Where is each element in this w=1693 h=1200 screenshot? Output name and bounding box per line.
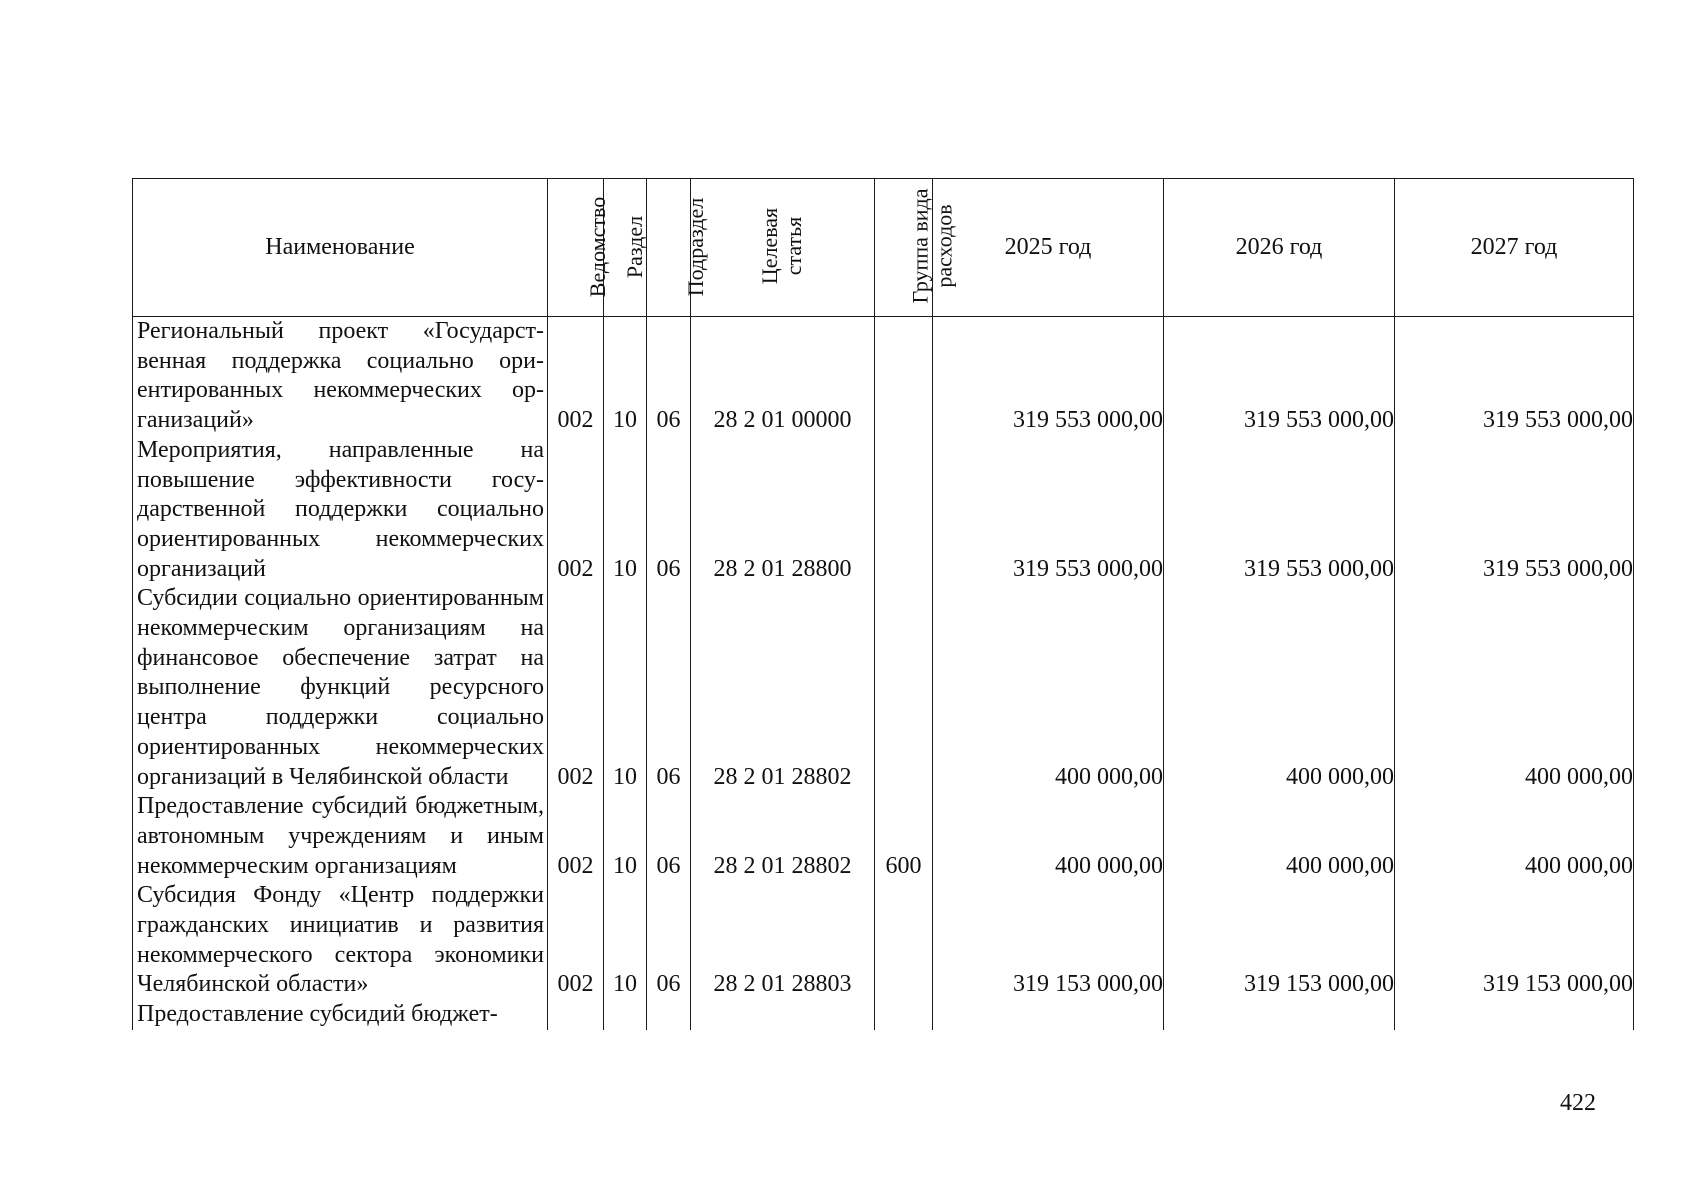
cell-section: 10 — [604, 881, 647, 1000]
table-header-row — [133, 179, 1634, 317]
cell-expense-group: 600 — [875, 792, 933, 881]
cell-2025: 319 553 000,00 — [933, 436, 1164, 585]
table-row — [133, 792, 1634, 881]
table-row — [133, 317, 1634, 436]
cell-2025 — [933, 1000, 1164, 1030]
header-name: Наименование — [133, 179, 548, 317]
cell-2026: 400 000,00 — [1164, 792, 1395, 881]
cell-2027: 319 153 000,00 — [1395, 881, 1634, 1000]
cell-expense-group — [875, 584, 933, 792]
cell-target-article: 28 2 01 28800 — [691, 436, 875, 585]
header-expense-group-line2: расходов — [931, 203, 957, 288]
cell-section: 10 — [604, 792, 647, 881]
cell-department: 002 — [548, 317, 604, 436]
cell-name: Предоставление субсидий бюджетным, автономным учреждениям и иным некоммерческим организациям — [133, 792, 548, 881]
header-subsection-label: Подраздел — [683, 197, 709, 296]
cell-department — [548, 1000, 604, 1030]
table-row — [133, 436, 1634, 585]
header-2026: 2026 год — [1164, 179, 1395, 317]
cell-2025: 319 553 000,00 — [933, 317, 1164, 436]
header-target-article-line2: статья — [781, 216, 807, 275]
cell-target-article: 28 2 01 28803 — [691, 881, 875, 1000]
cell-section: 10 — [604, 436, 647, 585]
cell-section: 10 — [604, 317, 647, 436]
cell-2027 — [1395, 1000, 1634, 1030]
cell-subsection: 06 — [647, 317, 691, 436]
cell-department: 002 — [548, 436, 604, 585]
cell-name: Субсидия Фонду «Центр поддержки гражданских инициатив и развития некоммерческого сектора экономики Челябинской области» — [133, 881, 548, 1000]
cell-2026 — [1164, 1000, 1395, 1030]
table-row — [133, 584, 1634, 792]
table-row — [133, 881, 1634, 1000]
cell-2025: 400 000,00 — [933, 792, 1164, 881]
cell-department: 002 — [548, 792, 604, 881]
cell-name: Предоставление субсидий бюджет- — [133, 1000, 548, 1030]
cell-subsection: 06 — [647, 584, 691, 792]
cell-target-article — [691, 1000, 875, 1030]
header-expense-group — [875, 179, 957, 317]
header-expense-group-line1: Группа вида — [907, 188, 933, 304]
cell-target-article: 28 2 01 00000 — [691, 317, 875, 436]
header-target-article-line1: Целевая — [757, 207, 783, 284]
header-department-label: Ведомство — [585, 196, 611, 297]
cell-department: 002 — [548, 881, 604, 1000]
cell-2027: 319 553 000,00 — [1395, 436, 1634, 585]
budget-table — [132, 178, 1634, 1030]
page-number: 422 — [1560, 1090, 1596, 1116]
cell-section — [604, 1000, 647, 1030]
cell-target-article: 28 2 01 28802 — [691, 792, 875, 881]
table-row — [133, 1000, 1634, 1030]
cell-2025: 319 153 000,00 — [933, 881, 1164, 1000]
cell-2026: 319 553 000,00 — [1164, 436, 1395, 585]
cell-name: Региональный проект «Государственная поддержка социально ориентированных некоммерческих организаций» — [133, 317, 548, 436]
header-target-article — [691, 179, 875, 317]
cell-name: Субсидии социально ориентированным некоммерческим организациям на финансовое обеспечение затрат на выполнение функций ресурсного центра поддержки социально ориентированных некоммерческих организаций в Челябинской области — [133, 584, 548, 792]
cell-expense-group — [875, 317, 933, 436]
cell-expense-group — [875, 436, 933, 585]
header-expense-group-label — [908, 188, 956, 303]
table-body — [133, 317, 1634, 1030]
cell-2027: 400 000,00 — [1395, 584, 1634, 792]
cell-subsection — [647, 1000, 691, 1030]
cell-section: 10 — [604, 584, 647, 792]
cell-2025: 400 000,00 — [933, 584, 1164, 792]
header-section-label: Раздел — [622, 215, 648, 278]
cell-2026: 400 000,00 — [1164, 584, 1395, 792]
cell-department: 002 — [548, 584, 604, 792]
header-2027: 2027 год — [1395, 179, 1634, 317]
cell-2026: 319 153 000,00 — [1164, 881, 1395, 1000]
cell-2027: 400 000,00 — [1395, 792, 1634, 881]
cell-2026: 319 553 000,00 — [1164, 317, 1395, 436]
header-department — [548, 179, 611, 317]
cell-expense-group — [875, 1000, 933, 1030]
cell-subsection: 06 — [647, 436, 691, 585]
header-subsection — [647, 179, 709, 317]
cell-2027: 319 553 000,00 — [1395, 317, 1634, 436]
header-2025: 2025 год — [933, 179, 1164, 317]
cell-subsection: 06 — [647, 792, 691, 881]
cell-expense-group — [875, 881, 933, 1000]
cell-name: Мероприятия, направленные на повышение эффективности государственной поддержки социально ориентированных некоммерческих организаций — [133, 436, 548, 585]
header-target-article-label — [758, 207, 806, 283]
cell-subsection: 06 — [647, 881, 691, 1000]
cell-target-article: 28 2 01 28802 — [691, 584, 875, 792]
